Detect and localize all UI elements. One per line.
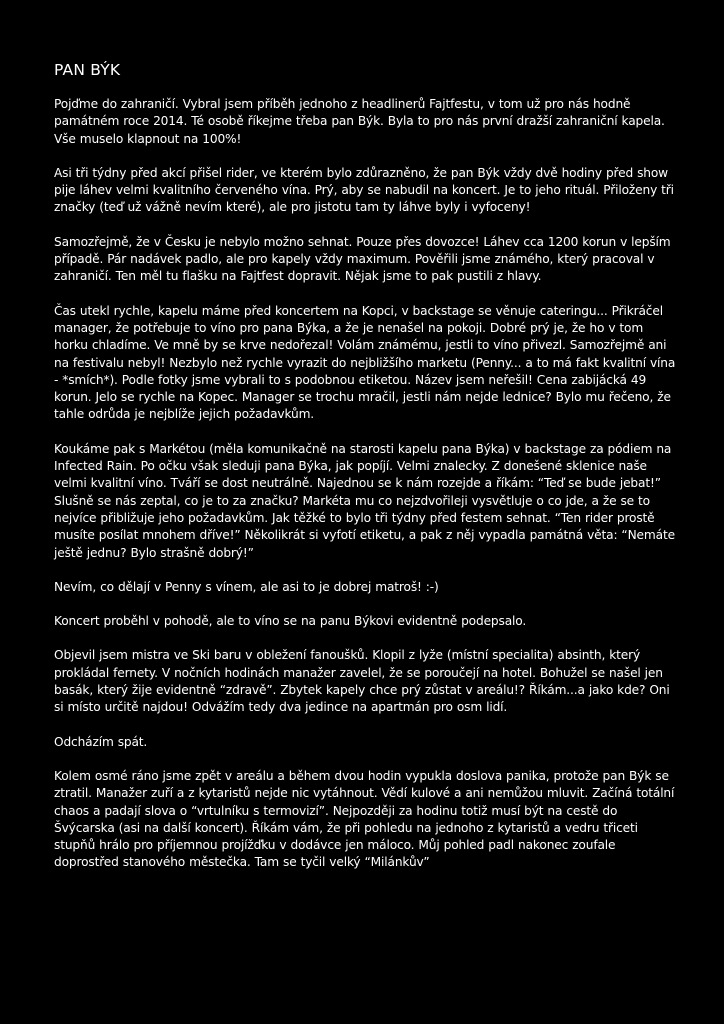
paragraph-concert: Koncert proběhl v pohodě, ale to víno se na panu Býkovi evidentně podepsalo. <box>54 614 527 629</box>
paragraph-rider: Asi tři týdny před akcí přišel rider, ve kterém bylo zdůrazněno, že pan Býk vždy dvě hodiny před show pije láhev velmi kvalitního červeného vína. Prý, aby se nabudil na koncert. Je to jeho rituál. Přiloženy tři značky (teď už vážně nevím které), ale pro jistotu tam ty láhve byly i vyfoceny! <box>54 165 674 215</box>
paragraph-sleep: Odcházím spát. <box>54 734 148 749</box>
paragraph-penny-wine: Čas utekl rychle, kapelu máme před koncertem na Kopci, v backstage se věnuje cateringu... Přikráčel manager, že potřebuje to víno pro pana Býka, a že je nenašel na pokoji. Dobré prý je, že ho v tom horku chladíme. Ve mně by se krve nedořezal! Volám známému, jestli to víno přivezl. Samozřejmě ani na festivalu nebyl! Nezbylo než rychle vyrazit do nejbližšího marketu (Penny... a to má fakt kvalitní vína - *smích*). Podle fotky jsme vybrali to s podobnou etiketou. Název jsem neřešil! Cena zabijácká 49 korun. Jelo se rychle na Kopec. Manager se trochu mračil, jestli nám nejde lednice? Bylo mu řečeno, že tahle odrůda je nejblíže jejich požadavkům. <box>54 303 676 422</box>
document-page <box>54 60 676 889</box>
paragraph-ski-bar: Objevil jsem mistra ve Ski baru v obležení fanoušků. Klopil z lyže (místní specialita) absinth, který prokládal fernety. V nočních hodinách manažer zavelel, že se poroučejí na hotel. Bohužel se našel jen basák, který žije evidentně “zdravě”. Zbytek kapely chce prý zůstat v areálu!? Říkám...a jako kde? Oni si místo určitě najdou! Odvážím tedy dva jedince na apartmán pro osm lidí. <box>54 648 670 715</box>
paragraph-import: Samozřejmě, že v Česku je nebylo možno sehnat. Pouze přes dovozce! Láhev cca 1200 korun v lepším případě. Pár nadávek padlo, ale pro kapely vždy maximum. Pověřili jsme známého, který pracoval v zahraničí. Ten měl tu flašku na Fajtfest dopravit. Nějak jsme to pak pustili z hlavy. <box>54 234 671 284</box>
paragraph-intro: Pojďme do zahraničí. Vybral jsem příběh jednoho z headlinerů Fajtfestu, v tom už pro nás hodně památném roce 2014. Té osobě říkejme třeba pan Býk. Byla to pro nás první dražší zahraniční kapela. Vše muselo klapnout na 100%! <box>54 97 665 146</box>
paragraph-morning-panic: Kolem osmé ráno jsme zpět v areálu a během dvou hodin vypukla doslova panika, protože pan Býk se ztratil. Manažer zuří a z kytaristů nejde nic vytáhnout. Vědí kulové a ani nemůžou mluvit. Začíná totální chaos a padají slova o “vrtulníku s termovizí”. Nejpozději za hodinu totiž musí být na cestě do Švýcarska (asi na další koncert). Říkám vám, že při pohledu na jednoho z kytaristů a vedru třiceti stupňů hrálo pro příjemnou projížďku v dodávce jen máloco. Můj pohled padl nakonec zoufale doprostřed stanového městečka. Tam se tyčil velký “Milánkův” <box>54 768 675 870</box>
paragraph-penny-joke: Nevím, co dělají v Penny s vínem, ale asi to je dobrej matroš! :-) <box>54 579 439 594</box>
paragraph-backstage: Koukáme pak s Markétou (měla komunikačně na starosti kapelu pana Býka) v backstage za pódiem na Infected Rain. Po očku však sleduji pana Býka, jak popíjí. Velmi znalecky. Z donešené sklenice naše velmi kvalitní víno. Tváří se dost neutrálně. Najednou se k nám rozejde a říkám: “Teď se bude jebat!” Slušně se nás zeptal, co je to za značku? Markéta mu co nejzdvořileji vysvětluje o co jde, a že se to nejvíce přibližuje jeho požadavkům. Jak těžké to bylo tři týdny před festem sehnat. “Ten rider prostě musíte posílat mnohem dříve!” Několikrát si vyfotí etiketu, a pak z něj vypadla památná věta: “Nemáte ještě jednu? Bylo strašně dobrý!” <box>54 441 675 560</box>
document-title: PAN BÝK <box>54 61 121 79</box>
